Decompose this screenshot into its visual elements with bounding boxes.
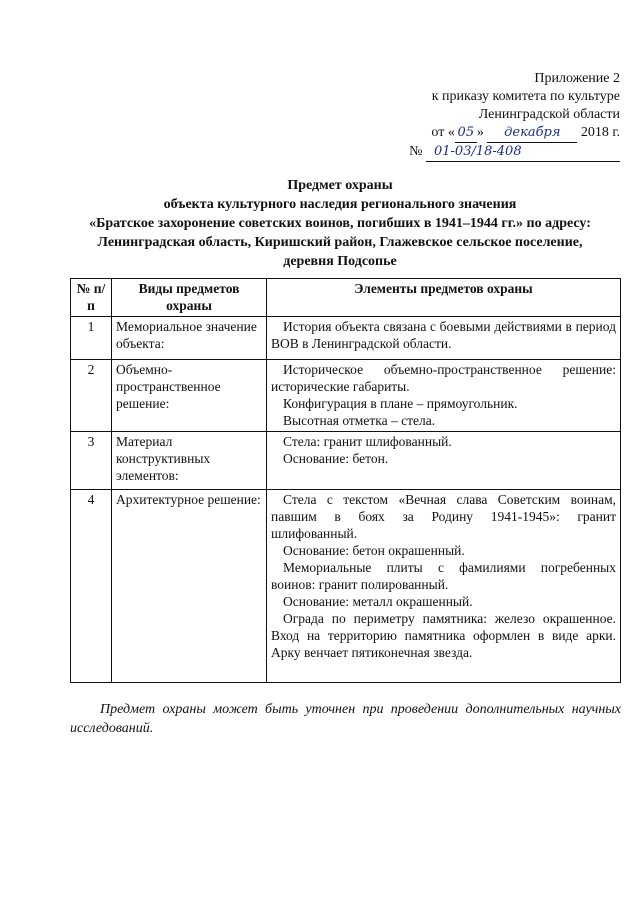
element-item: Высотная отметка – стела. (283, 413, 436, 428)
order-number (409, 143, 620, 162)
date-prefix: от « (431, 125, 455, 140)
appendix-line: к приказу комитета по культуре (431, 89, 620, 104)
appendix-line: Ленинградской области (478, 107, 620, 122)
row-kind: Архитектурное решение: (112, 490, 267, 683)
date-day: 05 (455, 124, 477, 143)
element-item: Мемориальные плиты с фамилиями погребенных воинов: гранит полированный. (271, 560, 616, 592)
row-elements (267, 432, 621, 490)
row-number: 2 (71, 360, 112, 432)
number-prefix: № (409, 144, 423, 159)
title-line: «Братское захоронение советских воинов, погибших в 1941–1944 гг.» по адресу: (89, 216, 591, 231)
number-value: 01-03/18-408 (426, 143, 620, 162)
title-line: Ленинградская область, Киришский район, Глажевское сельское поселение, (97, 235, 583, 250)
row-kind: Материал конструктивных элементов: (112, 432, 267, 490)
appendix-header (409, 70, 620, 162)
footnote: Предмет охраны может быть уточнен при проведении дополнительных научных исследований. (70, 702, 621, 736)
element-item: Основание: металл окрашенный. (283, 594, 473, 609)
title-line: объекта культурного наследия регионального значения (163, 197, 517, 212)
row-kind: Объемно-пространственное решение: (112, 360, 267, 432)
header-num: № п/п (71, 279, 112, 317)
table-row (71, 317, 621, 360)
order-date (409, 124, 620, 143)
row-elements (267, 490, 621, 683)
date-mid: » (476, 125, 484, 140)
element-item: Ограда по периметру памятника: железо окрашенное. Вход на территорию памятника оформлен в виде арки. Арку венчает пятиконечная звезда. (271, 611, 616, 660)
element-item: Основание: бетон. (283, 451, 389, 466)
header-elements: Элементы предметов охраны (267, 279, 621, 317)
row-number: 1 (71, 317, 112, 360)
row-elements (267, 317, 621, 360)
table-row (71, 360, 621, 432)
row-number: 3 (71, 432, 112, 490)
document-title (60, 176, 620, 271)
appendix-line: Приложение 2 (534, 71, 620, 86)
row-number: 4 (71, 490, 112, 683)
header-kind: Виды предметов охраны (112, 279, 267, 317)
element-item: Конфигурация в плане – прямоугольник. (283, 396, 518, 411)
element-item: История объекта связана с боевыми действиями в период ВОВ в Ленинградской области. (271, 319, 616, 351)
title-line: деревня Подсопье (283, 254, 397, 269)
protection-table (70, 278, 621, 683)
element-item: Историческое объемно-пространственное решение: исторические габариты. (271, 362, 616, 394)
row-elements (267, 360, 621, 432)
element-item: Основание: бетон окрашенный. (283, 543, 465, 558)
date-year: 2018 г. (580, 125, 620, 140)
date-month: декабря (487, 124, 577, 143)
table-row (71, 490, 621, 683)
row-kind: Мемориальное значение объекта: (112, 317, 267, 360)
table-header-row (71, 279, 621, 317)
title-line: Предмет охраны (287, 178, 393, 193)
table-row (71, 432, 621, 490)
element-item: Стела с текстом «Вечная слава Советским воинам, павшим в боях за Родину 1941-1945»: гранит шлифованный. (271, 492, 616, 541)
element-item: Стела: гранит шлифованный. (283, 434, 452, 449)
